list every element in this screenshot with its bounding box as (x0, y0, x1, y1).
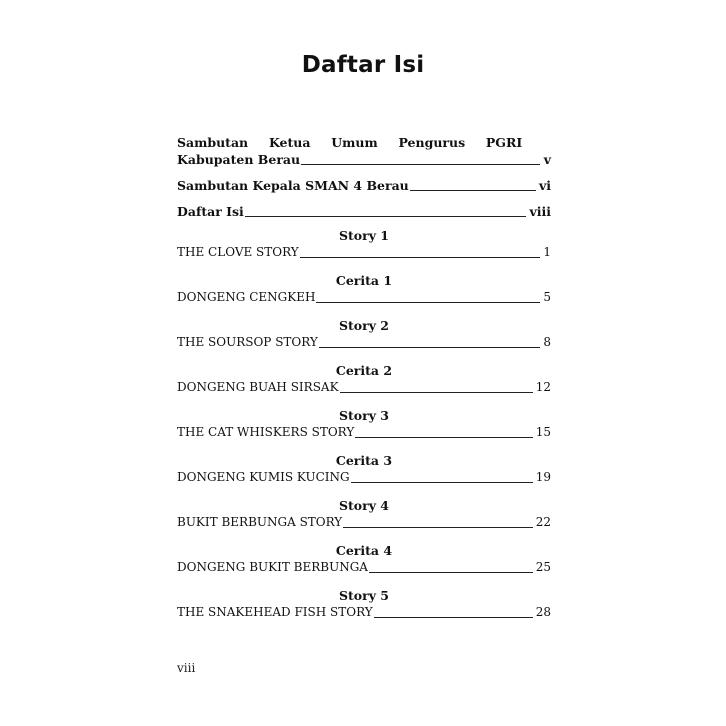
toc-leader-line (369, 571, 533, 573)
toc-page-number: 28 (535, 605, 551, 619)
toc-story-group (177, 542, 551, 576)
toc-page-number: vi (538, 178, 551, 193)
toc-story-heading: Story 5 (338, 588, 390, 603)
toc-story-heading: Story 1 (338, 228, 390, 243)
toc-entry-label: THE SNAKEHEAD FISH STORY (177, 605, 373, 619)
toc-entry-label: THE SOURSOP STORY (177, 335, 318, 349)
toc-leader-line (300, 256, 540, 258)
toc-page-number: 8 (543, 335, 551, 349)
toc-leader-line (316, 301, 540, 303)
toc-story-entry (177, 514, 551, 531)
toc-entry-label: THE CLOVE STORY (177, 245, 299, 259)
toc-story-heading: Story 3 (338, 408, 390, 423)
toc-story-group (177, 317, 551, 351)
toc-entry-label: DONGENG BUKIT BERBUNGA (177, 560, 368, 574)
toc-page-number: 5 (543, 290, 551, 304)
toc-story-group (177, 497, 551, 531)
toc-story-group (177, 452, 551, 486)
toc-leader-line (340, 391, 533, 393)
toc-entry-label: DONGENG CENGKEH (177, 290, 316, 304)
toc-story-heading: Cerita 1 (335, 273, 393, 288)
toc-leader-line (245, 215, 527, 217)
page-number-footer: viii (177, 661, 196, 675)
toc-leader-line (301, 163, 540, 165)
toc-page-number: v (543, 152, 551, 167)
toc-word: Ketua (268, 135, 311, 150)
page-title: Daftar Isi (301, 52, 425, 78)
toc-story-group (177, 362, 551, 396)
toc-page-number: viii (529, 204, 551, 219)
toc-page-number: 15 (535, 425, 551, 439)
toc-story-entry (177, 334, 551, 351)
toc-story-entry (177, 424, 551, 441)
toc-entry-label: Sambutan Kepala SMAN 4 Berau (177, 178, 409, 193)
toc-entry-sambutan-ketua (177, 134, 551, 168)
toc-story-heading: Cerita 2 (335, 363, 393, 378)
toc-entry-line-2 (177, 151, 551, 168)
toc-word: Umum (331, 135, 378, 150)
toc-word: Sambutan (177, 135, 249, 150)
toc-page-number: 22 (535, 515, 551, 529)
toc-story-group (177, 407, 551, 441)
toc-story-heading: Cerita 4 (335, 543, 393, 558)
toc-leader-line (410, 189, 536, 191)
toc-entry-label: THE CAT WHISKERS STORY (177, 425, 355, 439)
toc-story-heading: Cerita 3 (335, 453, 393, 468)
toc-story-entry (177, 379, 551, 396)
toc-leader-line (343, 526, 533, 528)
toc-page-number: 19 (535, 470, 551, 484)
toc-story-group (177, 272, 551, 306)
toc-leader-line (355, 436, 532, 438)
toc-entry-label: Kabupaten Berau (177, 152, 301, 167)
toc-story-entry (177, 289, 551, 306)
toc-entry-label: DONGENG BUAH SIRSAK (177, 380, 339, 394)
toc-word: Pengurus (398, 135, 466, 150)
toc-story-group (177, 227, 551, 261)
toc-word: PGRI (485, 135, 523, 150)
toc-story-entry (177, 559, 551, 576)
toc-entry-daftar-isi (177, 203, 551, 220)
table-of-contents (177, 134, 551, 621)
toc-leader-line (351, 481, 533, 483)
toc-page-number: 12 (535, 380, 551, 394)
toc-story-heading: Story 4 (338, 498, 390, 513)
toc-entry-label: DONGENG KUMIS KUCING (177, 470, 350, 484)
toc-entry-label: BUKIT BERBUNGA STORY (177, 515, 343, 529)
toc-story-group (177, 587, 551, 621)
toc-entry-label: Daftar Isi (177, 204, 244, 219)
toc-entry-line-1 (177, 134, 551, 151)
toc-leader-line (319, 346, 540, 348)
toc-entry-sambutan-kepala (177, 177, 551, 194)
toc-page-number: 25 (535, 560, 551, 574)
toc-story-heading: Story 2 (338, 318, 390, 333)
toc-story-entry (177, 244, 551, 261)
toc-page-number: 1 (543, 245, 551, 259)
spacer (543, 134, 551, 151)
toc-story-entry (177, 469, 551, 486)
toc-story-entry (177, 604, 551, 621)
toc-leader-line (374, 616, 533, 618)
